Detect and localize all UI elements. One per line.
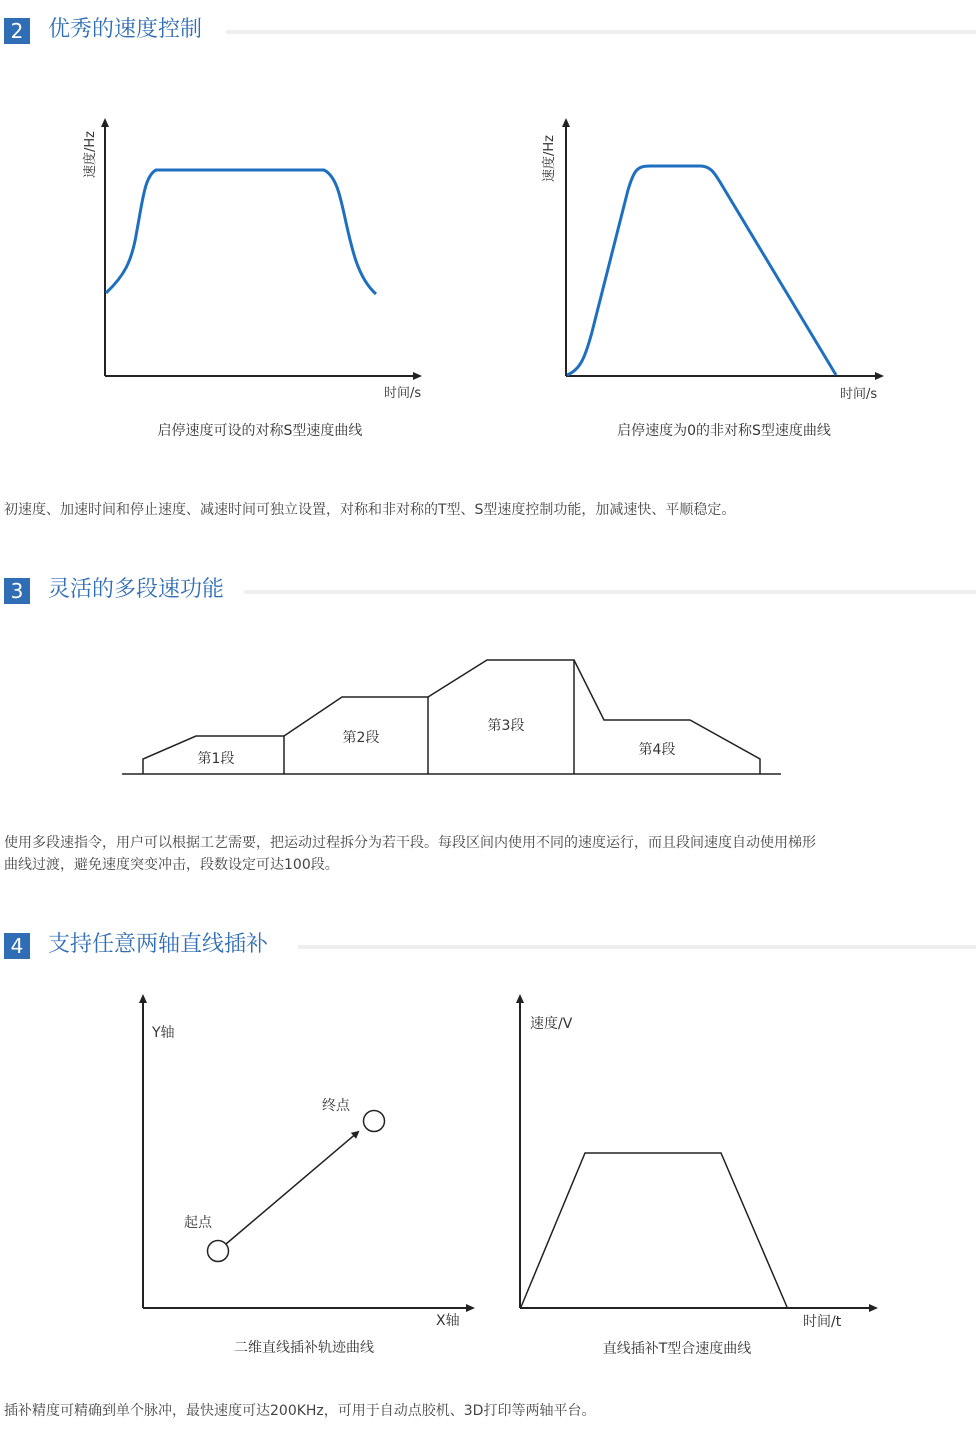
section-3-description-line-1: 使用多段速指令，用户可以根据工艺需要，把运动过程拆分为若干段。每段区间内使用不同的速度运行，而且段间速度自动使用梯形 <box>4 835 816 851</box>
section-number: 2 <box>4 18 30 44</box>
t-speed-curve <box>521 1153 787 1307</box>
end-point-label: 终点 <box>322 1098 350 1114</box>
section-4-description: 插补精度可精确到单个脉冲，最快速度可达200KHz，可用于自动点胶机、3D打印等两轴平台。 <box>4 1403 596 1419</box>
section-number: 3 <box>4 578 30 604</box>
section-title: 支持任意两轴直线插补 <box>48 932 269 957</box>
x-axis-label: 时间/s <box>840 387 878 402</box>
interpolation-charts <box>0 980 980 1370</box>
x-axis-label: 时间/s <box>384 386 422 401</box>
section-number: 4 <box>4 933 30 959</box>
chart-caption: 启停速度可设的对称S型速度曲线 <box>157 423 363 439</box>
trajectory-line <box>226 1132 358 1244</box>
asymmetric-s-curve-chart <box>541 122 880 439</box>
segment-3-label: 第3段 <box>487 718 525 734</box>
speed-curve-charts <box>0 100 980 450</box>
speed-curve <box>567 166 836 375</box>
segment-2-label: 第2段 <box>342 730 380 746</box>
start-point <box>208 1241 229 1262</box>
y-axis-label: 速度/Hz <box>83 131 98 178</box>
chart-caption: 二维直线插补轨迹曲线 <box>234 1340 374 1356</box>
t-speed-curve-chart <box>520 998 874 1357</box>
section-divider <box>244 590 976 594</box>
section-2-description: 初速度、加速时间和停止速度、减速时间可独立设置，对称和非对称的T型、S型速度控制功能，加减速快、平顺稳定。 <box>4 502 736 518</box>
y-axis-label: Y轴 <box>152 1025 175 1041</box>
chart-caption: 启停速度为0的非对称S型速度曲线 <box>617 423 831 439</box>
x-axis-label: X轴 <box>436 1313 460 1329</box>
section-divider <box>226 30 976 34</box>
section-header-3 <box>4 575 976 605</box>
segment-4-label: 第4段 <box>638 742 676 758</box>
section-3-description-line-2: 曲线过渡，避免速度突变冲击，段数设定可达100段。 <box>4 857 339 873</box>
symmetric-s-curve-chart <box>82 122 421 439</box>
y-axis-label: 速度/Hz <box>542 135 557 182</box>
speed-curve <box>106 170 376 294</box>
y-axis-label: 速度/V <box>530 1016 573 1032</box>
end-point <box>364 1111 385 1132</box>
section-title: 优秀的速度控制 <box>48 17 203 42</box>
chart-caption: 直线插补T型合速度曲线 <box>602 1341 752 1357</box>
start-point-label: 起点 <box>184 1215 212 1231</box>
section-divider <box>298 945 976 949</box>
multi-segment-speed-diagram <box>0 640 980 790</box>
x-axis-label: 时间/t <box>803 1314 842 1330</box>
linear-interpolation-trajectory-chart <box>143 998 471 1356</box>
section-header-4 <box>4 930 976 960</box>
section-title: 灵活的多段速功能 <box>48 577 225 602</box>
segment-1-label: 第1段 <box>197 751 235 767</box>
segment-3-shape <box>428 660 574 774</box>
section-header-2 <box>4 15 976 45</box>
